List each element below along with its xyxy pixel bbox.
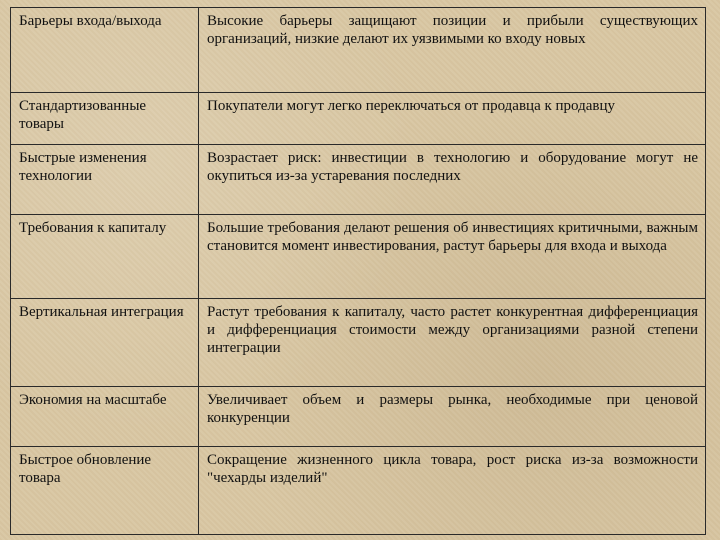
- effect-cell: Возрастает риск: инвестиции в технологию и оборудование могут не окупиться из-за устаревания последних: [199, 145, 706, 215]
- table-row: [11, 8, 706, 93]
- factor-cell: Вертикальная интеграция: [11, 299, 199, 387]
- factor-cell: Экономия на масштабе: [11, 387, 199, 447]
- effect-cell: Сокращение жизненного цикла товара, рост риска из-за возможности "чехарды изделий": [199, 447, 706, 535]
- factor-cell: Стандартизованные товары: [11, 93, 199, 145]
- table-row: [11, 145, 706, 215]
- table-row: [11, 299, 706, 387]
- effect-cell: Высокие барьеры защищают позиции и прибыли существующих организаций, низкие делают их уязвимыми ко входу новых: [199, 8, 706, 93]
- effect-cell: Растут требования к капиталу, часто растет конкурентная дифференциация и дифференциация стоимости между организациями разной степени интеграции: [199, 299, 706, 387]
- factor-cell: Быстрые изменения технологии: [11, 145, 199, 215]
- effect-cell: Большие требования делают решения об инвестициях критичными, важным становится момент инвестирования, растут барьеры для входа и выхода: [199, 215, 706, 299]
- effect-cell: Увеличивает объем и размеры рынка, необходимые при ценовой конкуренции: [199, 387, 706, 447]
- effect-cell: Покупатели могут легко переключаться от продавца к продавцу: [199, 93, 706, 145]
- table-row: [11, 447, 706, 535]
- factors-table: [10, 7, 706, 535]
- table-row: [11, 93, 706, 145]
- factor-cell: Быстрое обновление товара: [11, 447, 199, 535]
- factors-table-container: [10, 7, 705, 534]
- table-row: [11, 215, 706, 299]
- table-row: [11, 387, 706, 447]
- factor-cell: Требования к капиталу: [11, 215, 199, 299]
- factor-cell: Барьеры входа/выхода: [11, 8, 199, 93]
